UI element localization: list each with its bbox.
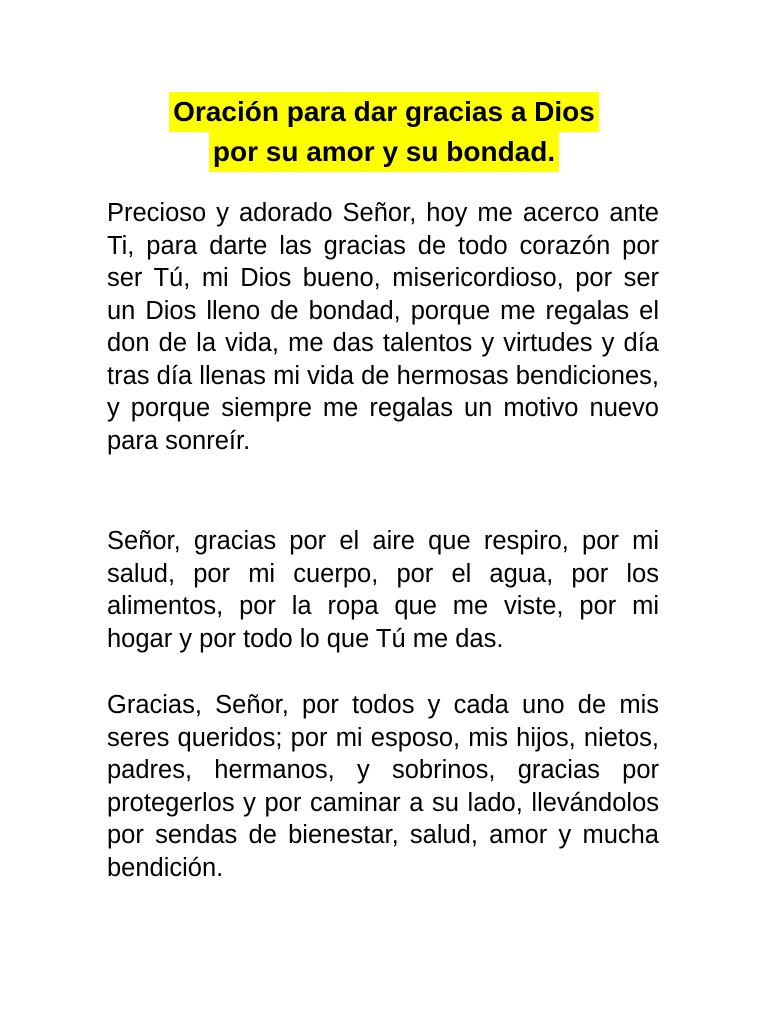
paragraph-2: Señor, gracias por el aire que respiro, por mi salud, por mi cuerpo, por el agua, por los alimentos, por la ropa que me viste, por mi hogar y por todo lo que Tú me das. [107, 527, 659, 653]
page-title [0, 92, 768, 172]
paragraph-3: Gracias, Señor, por todos y cada uno de mis seres queridos; por mi esposo, mis hijos, nietos, padres, hermanos, y sobrinos, gracias por protegerlos y por caminar a su lado, llevándolos por sendas de bienestar, salud, amor y mucha bendición. [107, 691, 659, 882]
title-line-1: Oración para dar gracias a Dios [169, 92, 599, 132]
title-line-2: por su amor y su bondad. [209, 132, 559, 172]
paragraph-1: Precioso y adorado Señor, hoy me acerco ante Ti, para darte las gracias de todo corazón por ser Tú, mi Dios bueno, misericordioso, por ser un Dios lleno de bondad, porque me regalas el don de la vida, me das talentos y virtudes y día tras día llenas mi vida de hermosas bendiciones, y porque siempre me regalas un motivo nuevo para sonreír. [107, 199, 659, 455]
